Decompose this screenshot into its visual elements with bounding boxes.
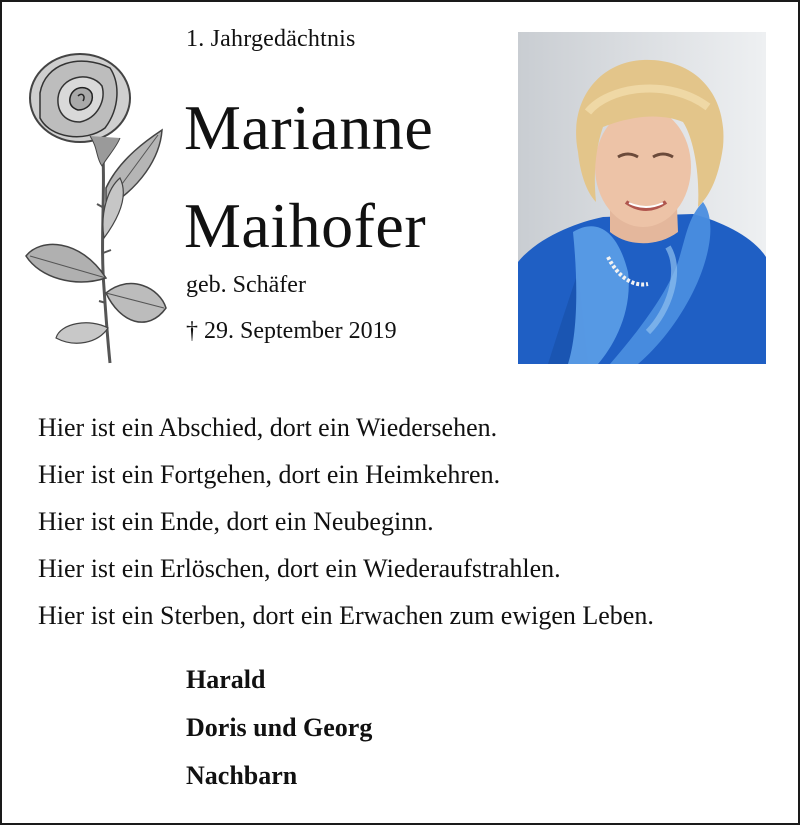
last-name: Maihofer (184, 190, 427, 261)
first-name: Marianne (184, 92, 434, 163)
mourners-list (186, 656, 372, 800)
death-date-line (186, 318, 397, 345)
poem-line: Hier ist ein Sterben, dort ein Erwachen zum ewigen Leben. (38, 601, 654, 630)
portrait-photo (518, 32, 766, 364)
poem-line: Hier ist ein Erlöschen, dort ein Wiederaufstrahlen. (38, 554, 561, 583)
poem-line: Hier ist ein Abschied, dort ein Wiedersehen. (38, 413, 498, 442)
poem (38, 404, 788, 639)
poem-line: Hier ist ein Fortgehen, dort ein Heimkehren. (38, 460, 501, 489)
birth-name: geb. Schäfer (186, 272, 306, 298)
mourner: Harald (186, 665, 266, 694)
mourner: Doris und Georg (186, 713, 373, 742)
mourner: Nachbarn (186, 761, 298, 790)
anniversary-label: 1. Jahrgedächtnis (186, 26, 356, 52)
cross-icon: † (186, 318, 198, 344)
poem-line: Hier ist ein Ende, dort ein Neubeginn. (38, 507, 434, 536)
death-date: 29. September 2019 (204, 318, 397, 344)
rose-icon (20, 38, 170, 368)
